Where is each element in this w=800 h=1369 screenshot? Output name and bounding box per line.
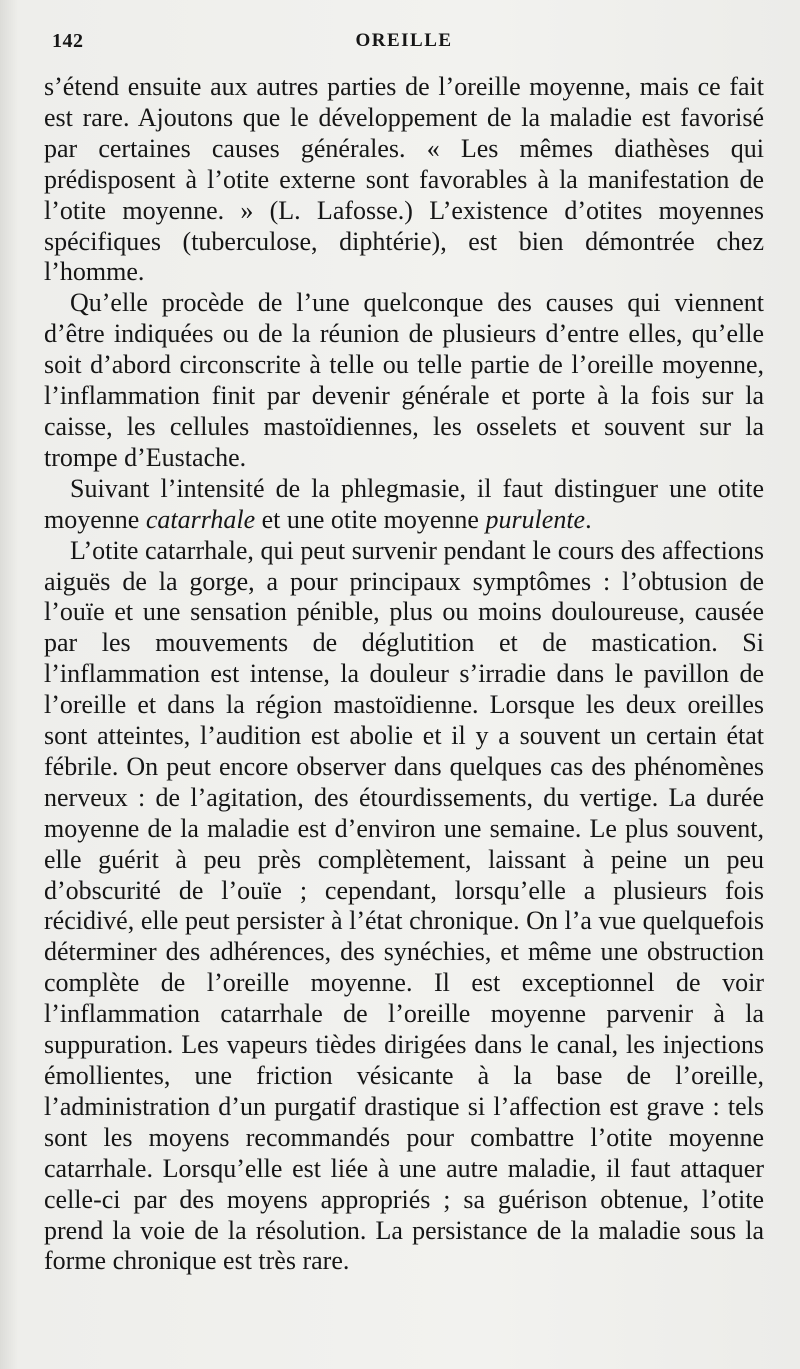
body-text <box>44 72 764 1277</box>
paragraph-text: L’otite catarrhale, qui peut survenir pendant le cours des affections aiguës de la gorge, a pour principaux symptômes : l’obtusion de l’ouïe et une sensation pénible, plus ou moins douloureuse, causée par les mouvements de déglutition et de mastication. Si l’inflammation est intense, la douleur s’irradie dans le pavillon de l’oreille et dans la région mastoïdienne. Lorsque les deux oreilles sont atteintes, l’audition est abolie et il y a souvent un certain état fébrile. On peut encore observer dans quelques cas des phénomènes nerveux : de l’agitation, des étourdissements, du vertige. La durée moyenne de la maladie est d’environ une semaine. Le plus souvent, elle guérit à peu près complètement, laissant à peine un peu d’obscurité de l’ouïe ; cependant, lorsqu’elle a plusieurs fois récidivé, elle peut persister à l’état chronique. On l’a vue quelquefois déterminer des adhérences, des synéchies, et même une obstruction complète de l’oreille moyenne. Il est exceptionnel de voir l’inflammation catarrhale de l’oreille moyenne parvenir à la suppuration. Les vapeurs tièdes dirigées dans le canal, les injections émollientes, une friction vésicante à la base de l’oreille, l’administration d’un purgatif drastique si l’affection est grave : tels sont les moyens recommandés pour combattre l’otite moyenne catarrhale. Lorsqu’elle est liée à une autre maladie, il faut attaquer celle-ci par des moyens appropriés ; sa guérison obtenue, l’otite prend la voie de la résolution. La persistance de la maladie sous la forme chronique est très rare. <box>44 535 764 1276</box>
paragraph <box>44 536 764 1278</box>
italic-term-catarrhale: catarrhale <box>145 504 256 534</box>
paragraph-text: Qu’elle procède de l’une quelconque des causes qui viennent d’être indiquées ou de la réunion de plusieurs d’entre elles, qu’elle soit d’abord circonscrite à telle ou telle partie de l’oreille moyenne, l’inflammation finit par devenir générale et porte à la fois sur la caisse, les cellules mastoïdiennes, les osselets et souvent sur la trompe d’Eustache. <box>44 288 764 472</box>
paragraph-text: s’étend ensuite aux autres parties de l’oreille moyenne, mais ce fait est rare. Ajoutons que le développement de la maladie est favorisé par certaines causes générales. « Les mêmes diathèses qui prédisposent à l’otite externe sont favorables à la manifestation de l’otite moyenne. » (L. Lafosse.) L’existence d’otites moyennes spécifiques (tuberculose, diphtérie), est bien démontrée chez l’homme. <box>44 72 764 287</box>
running-head <box>44 30 764 60</box>
paragraph-text: Suivant l’intensité de la phlegmasie, il faut distinguer une otite moyenne <box>44 473 764 534</box>
paragraph-text: . <box>585 504 592 534</box>
running-title: OREILLE <box>355 30 453 51</box>
italic-term-purulente: purulente <box>485 504 586 534</box>
page-number: 142 <box>52 30 84 52</box>
paragraph <box>44 474 764 536</box>
paragraph <box>44 288 764 473</box>
paragraph-text: et une otite moyenne <box>255 504 486 534</box>
paragraph-continuation <box>44 72 764 288</box>
